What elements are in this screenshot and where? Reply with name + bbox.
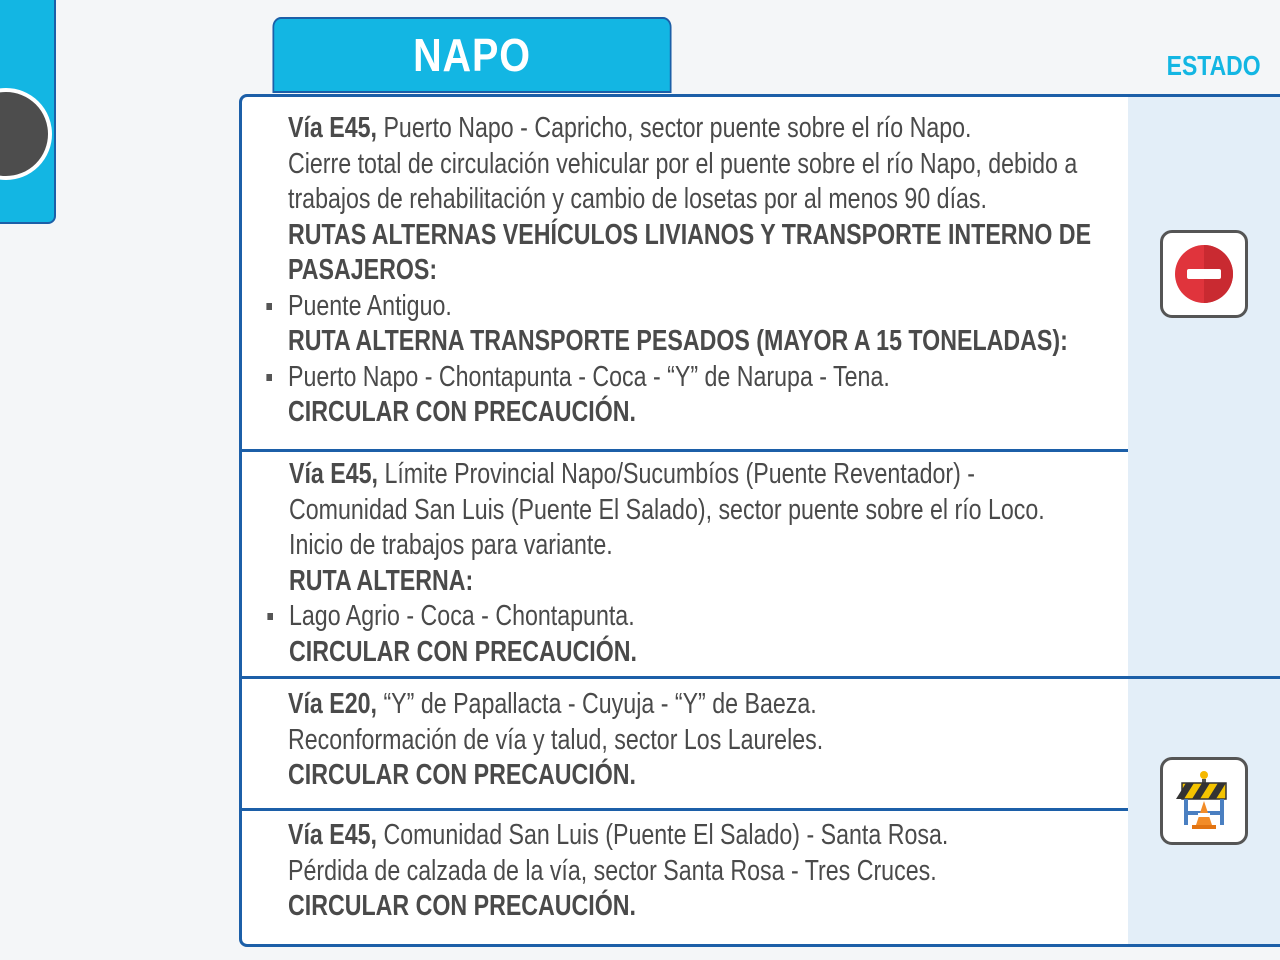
description-line: Pérdida de calzada de la vía, sector Santa Rosa - Tres Cruces. xyxy=(288,854,937,887)
alternate-route-title: RUTA ALTERNA: xyxy=(289,564,474,597)
row-content xyxy=(289,457,1045,670)
route-text: Comunidad San Luis (Puente El Salado), sector puente sobre el río Loco. xyxy=(289,493,1045,526)
table-row xyxy=(242,452,1280,679)
route-line xyxy=(288,687,976,723)
description-line: Cierre total de circulación vehicular por el puente sobre el río Napo, debido a xyxy=(288,147,1078,180)
caution-text: CIRCULAR CON PRECAUCIÓN. xyxy=(288,396,636,428)
road-code: Vía E45, xyxy=(288,112,377,144)
description-line: trabajos de rehabilitación y cambio de losetas por al menos 90 días. xyxy=(288,183,987,215)
road-code: Vía E20, xyxy=(288,688,377,720)
status-works-badge xyxy=(1160,757,1248,845)
description-line: Inicio de trabajos para variante. xyxy=(289,529,613,561)
row-content xyxy=(288,687,976,794)
row-content xyxy=(288,818,976,925)
row-content xyxy=(288,111,1092,431)
caution-text: CIRCULAR CON PRECAUCIÓN. xyxy=(288,890,636,922)
province-title: NAPO xyxy=(413,29,531,81)
route-text: Comunidad San Luis (Puente El Salado) - Santa Rosa. xyxy=(377,819,949,851)
route-text: Puerto Napo - Capricho, sector puente sobre el río Napo. xyxy=(377,112,972,144)
status-header: ESTADO xyxy=(1166,50,1261,81)
roadworks-barrier-icon xyxy=(1172,769,1236,833)
table-row xyxy=(242,97,1128,452)
caution-text: CIRCULAR CON PRECAUCIÓN. xyxy=(288,759,636,791)
alternate-route-title: RUTA ALTERNA TRANSPORTE PESADOS (MAYOR A 15 TONELADAS): xyxy=(288,325,1068,357)
province-tab xyxy=(272,17,671,93)
status-closed-badge xyxy=(1160,230,1248,318)
route-text: “Y” de Papallacta - Cuyuja - “Y” de Baeza. xyxy=(377,688,817,720)
no-entry-icon xyxy=(1173,243,1235,305)
route-line xyxy=(289,457,977,493)
road-code: Vía E45, xyxy=(289,458,378,490)
alternate-route-item: Puerto Napo - Chontapunta - Coca - “Y” de Narupa - Tena. xyxy=(288,360,976,396)
route-text: Límite Provincial Napo/Sucumbíos (Puente Reventador) - xyxy=(378,458,976,490)
route-line xyxy=(288,111,976,147)
table-row xyxy=(242,811,1128,947)
road-status-table xyxy=(239,94,1280,947)
description-line: Reconformación de vía y talud, sector Los Laureles. xyxy=(288,723,824,756)
alternate-route-item: Lago Agrio - Coca - Chontapunta. xyxy=(289,599,977,635)
caution-text: CIRCULAR CON PRECAUCIÓN. xyxy=(289,635,637,668)
table-row xyxy=(242,679,1128,811)
alternate-route-title: RUTAS ALTERNAS VEHÍCULOS LIVIANOS Y TRANSPORTE INTERNO DE xyxy=(288,218,1092,251)
road-code: Vía E45, xyxy=(288,819,377,851)
route-line xyxy=(288,818,976,854)
alternate-route-item: Puente Antiguo. xyxy=(288,289,976,325)
alternate-route-title: PASAJEROS: xyxy=(288,254,438,286)
